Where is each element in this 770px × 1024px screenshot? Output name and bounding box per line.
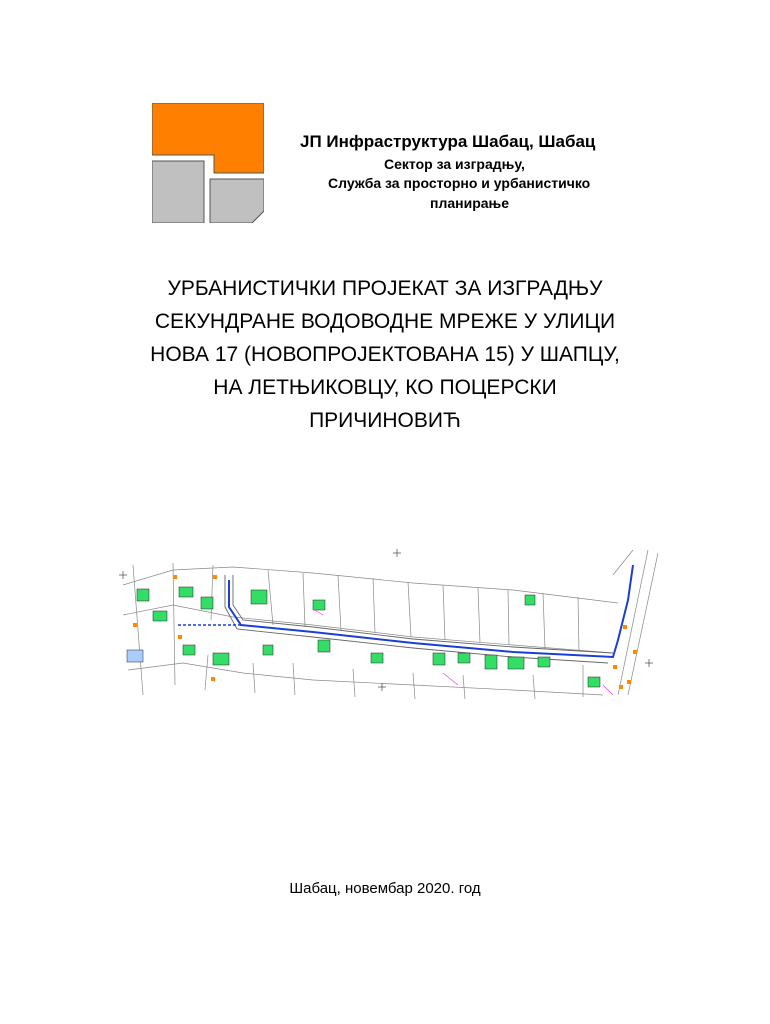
title-line: НА ЛЕТЊИКОВЦУ, КО ПОЦЕРСКИ <box>213 376 557 399</box>
site-plan-drawing-icon <box>113 545 658 700</box>
organization-sector: Сектор за изградњу, <box>384 156 525 172</box>
title-line: ПРИЧИНОВИЋ <box>309 409 461 432</box>
title-line: СЕКУНДРАНЕ ВОДОВОДНЕ МРЕЖЕ У УЛИЦИ <box>154 310 616 333</box>
title-line: УРБАНИСТИЧКИ ПРОЈЕКАТ ЗА ИЗГРАДЊУ <box>167 277 603 300</box>
document-title <box>85 272 685 437</box>
organization-service-cont: планирање <box>430 195 510 211</box>
organization-service: Служба за просторно и урбанистичко <box>328 175 591 191</box>
title-line: НОВА 17 (НОВОПРОЈЕКТОВАНА 15) У ШАПЦУ, <box>150 343 620 366</box>
organization-name: ЈП Инфраструктура Шабац, Шабац <box>300 132 596 151</box>
document-footer: Шабац, новембар 2020. год <box>289 880 481 897</box>
company-logo-icon <box>152 103 264 223</box>
